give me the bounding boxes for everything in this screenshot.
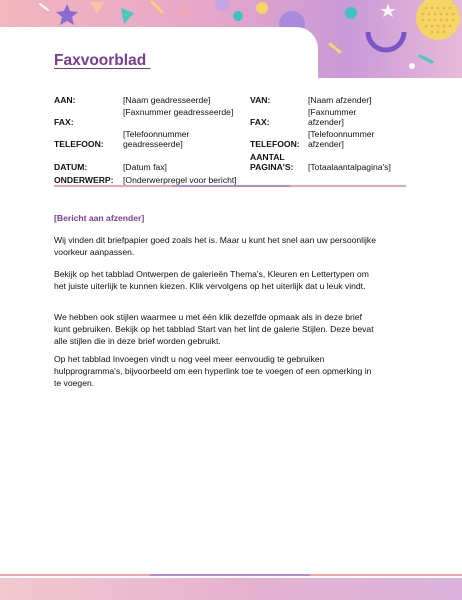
from-label: VAN: bbox=[250, 95, 271, 105]
phone-from-label: TELEFOON: bbox=[250, 139, 300, 149]
dash-shape bbox=[330, 44, 340, 52]
from-value[interactable]: [Naam afzender] bbox=[308, 95, 372, 105]
subject-label: ONDERWERP: bbox=[54, 175, 114, 185]
phone-to-value[interactable]: [Telefoonnummer geadresseerde] bbox=[123, 129, 190, 150]
phone-from-value[interactable]: [Telefoonnummer afzender] bbox=[308, 129, 375, 150]
message-paragraph: We hebben ook stijlen waarmee u met één klik dezelfde opmaak als in deze brief kunt gebruiken. Bekijk op het tabblad Start van het lint de galerie Stijlen. Deze bevat alle stijlen die in deze brief worden gebruikt. bbox=[54, 312, 374, 346]
divider-rule-accent bbox=[172, 185, 290, 187]
fax-from-value[interactable]: [Faxnummer afzender] bbox=[308, 107, 357, 128]
to-label: AAN: bbox=[54, 95, 76, 105]
message-paragraph: Wij vinden dit briefpapier goed zoals het is. Maar u kunt het snel aan uw persoonlijke voorkeur aanpassen. bbox=[54, 235, 376, 257]
date-value[interactable]: [Datum fax] bbox=[123, 162, 167, 172]
circle-shape bbox=[233, 11, 243, 21]
to-value[interactable]: [Naam geadresseerde] bbox=[123, 95, 211, 105]
triangle-shape bbox=[121, 8, 134, 24]
phone-to-label: TELEFOON: bbox=[54, 139, 104, 149]
square-shape bbox=[179, 5, 192, 18]
footer-decoration bbox=[0, 578, 462, 600]
circle-shape bbox=[256, 2, 268, 14]
subject-value[interactable]: [Onderwerpregel voor bericht] bbox=[123, 175, 237, 185]
page-title: Faxvoorblad bbox=[54, 52, 151, 69]
message-paragraph: Bekijk op het tabblad Ontwerpen de galerieën Thema's, Kleuren en Lettertypen om het juiste uiterlijk te kunnen kiezen. Klik vervolgens op het uiterlijk dat u leuk vindt. bbox=[54, 269, 369, 291]
date-label: DATUM: bbox=[54, 162, 88, 172]
footer-rule-accent bbox=[150, 574, 310, 576]
fax-from-label: FAX: bbox=[250, 117, 270, 127]
circle-shape bbox=[215, 0, 229, 11]
dash-shape bbox=[420, 56, 432, 62]
circle-shape bbox=[409, 63, 415, 69]
fax-to-value[interactable]: [Faxnummer geadresseerde] bbox=[123, 107, 234, 117]
message-heading[interactable]: [Bericht aan afzender] bbox=[54, 213, 145, 223]
message-paragraph: Op het tabblad Invoegen vindt u nog veel meer eenvoudig te gebruiken hulpprogramma's, bijvoorbeeld om een hyperlink toe te voegen of een opmerking in te voegen. bbox=[54, 354, 372, 388]
triangle-shape bbox=[90, 2, 104, 14]
dash-shape bbox=[40, 4, 48, 10]
star-shape bbox=[56, 4, 78, 25]
circle-shape bbox=[345, 7, 357, 19]
star-shape bbox=[380, 4, 396, 17]
pages-value[interactable]: [Totaalaantalpagina's] bbox=[308, 162, 391, 172]
dash-shape bbox=[152, 2, 162, 12]
fax-to-label: FAX: bbox=[54, 117, 74, 127]
arc-shape bbox=[368, 32, 404, 50]
pages-label: AANTAL PAGINA'S: bbox=[250, 152, 294, 172]
